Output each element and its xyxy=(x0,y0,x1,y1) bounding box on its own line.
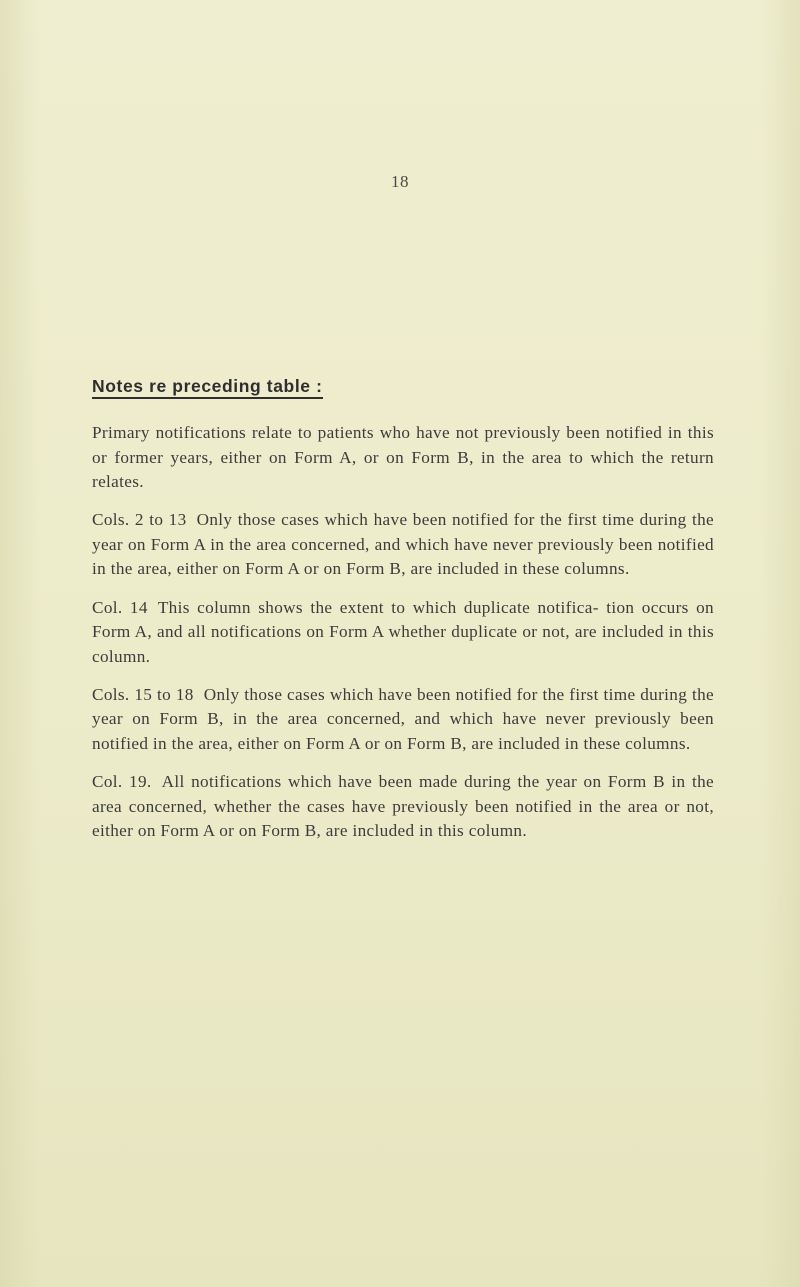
notes-heading: Notes re preceding table : xyxy=(92,376,323,399)
note-column-reference: Col. 19. xyxy=(92,772,152,792)
note-col-19 xyxy=(92,770,714,844)
note-text: Only those cases which have been notified for the first time during the year on Form A in the area concerned, and which have never previously been notified in the area, either on Form A or on Form B, are included in these columns. xyxy=(92,510,714,579)
note-text: Primary notifications relate to patients who have not previously been notified in this or former years, either on Form A, or on Form B, in the area to which the return relates. xyxy=(92,423,714,492)
notes-body xyxy=(92,421,714,857)
note-column-reference: Cols. 2 to 13 xyxy=(92,510,187,530)
note-column-reference: Cols. 15 to 18 xyxy=(92,684,194,704)
note-col-14 xyxy=(92,596,714,670)
note-column-reference: Col. 14 xyxy=(92,597,148,617)
note-cols-2-13 xyxy=(92,508,714,582)
note-text: Only those cases which have been notified for the first time during the year on Form B, in the area concerned, and which have never previously been notified in the area, either on Form A or on Form B, are included in these columns. xyxy=(92,684,714,754)
note-cols-15-18 xyxy=(92,683,714,757)
note-text: All notifications which have been made during the year on Form B in the area concerned, whether the cases have previously been notified in the area or not, either on Form A or on Form B, are included in this column. xyxy=(92,772,714,841)
note-primary-notifications xyxy=(92,421,714,495)
note-text: This column shows the extent to which duplicate notifica- tion occurs on Form A, and all notifications on Form A whether duplicate or not, are included in this column. xyxy=(92,597,714,666)
page-number: 18 xyxy=(391,172,409,191)
